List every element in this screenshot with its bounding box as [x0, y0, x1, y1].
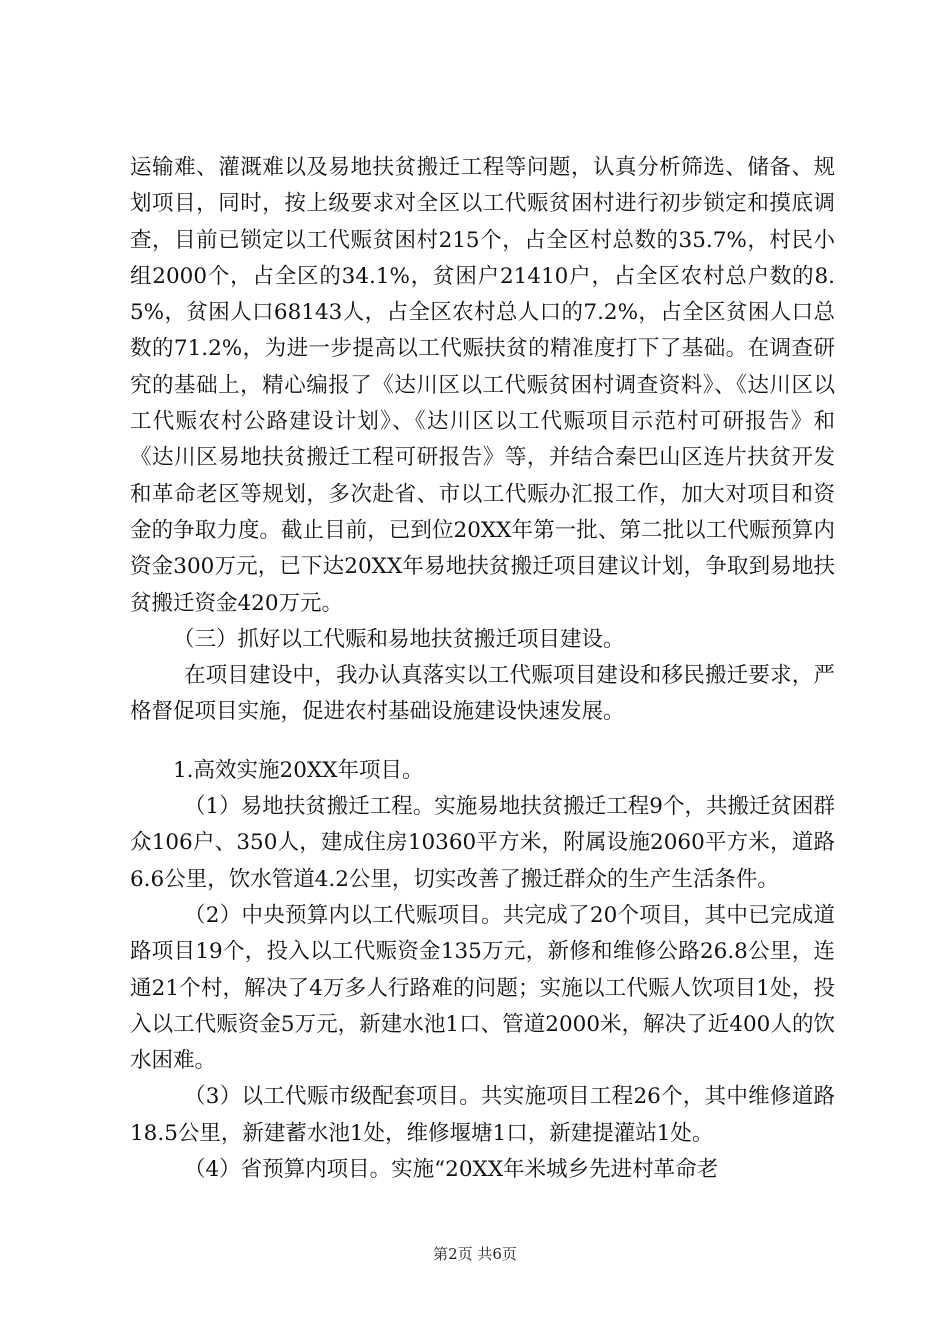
paragraph-funding-summary: 运输难、灌溉难以及易地扶贫搬迁工程等问题，认真分析筛选、储备、规划项目，同时，按上级要求对全区以工代赈贫困村进行初步锁定和摸底调查，目前已锁定以工代赈贫困村215个，占全区村总数的35.7%，村民小组2000个，占全区的34.1%，贫困户21410户，占全区农村总户数的8.5%，贫困人口68143人，占全区农村总人口的7.2%，占全区贫困人口总数的71.2%，为进一步提高以工代赈扶贫的精准度打下了基础。在调查研究的基础上，精心编报了《达川区以工代赈贫困村调查资料》、《达川区以工代赈农村公路建设计划》、《达川区以工代赈项目示范村可研报告》和《达川区易地扶贫搬迁工程可研报告》等，并结合秦巴山区连片扶贫开发和革命老区等规划，多次赴省、市以工代赈办汇报工作，加大对项目和资金的争取力度。截止目前，已到位20XX年第一批、第二批以工代赈预算内资金300万元，已下达20XX年易地扶贫搬迁项目建议计划，争取到易地扶贫搬迁资金420万元。 [130, 155, 835, 616]
item-provincial-budget-project: （4）省预算内项目。实施“20XX年米城乡先进村革命老 [184, 1157, 719, 1183]
paragraph-spacer [130, 731, 835, 753]
document-body [130, 150, 835, 1188]
subheading-1: 1.高效实施20XX年项目。 [173, 757, 424, 783]
page-number-footer: 第2页 共6页 [433, 1245, 517, 1263]
item-city-matching-project: （3）以工代赈市级配套项目。共实施项目工程26个，其中维修道路18.5公里，新建蓄水池1处，维修堰塘1口，新建提灌站1处。 [130, 1084, 835, 1146]
paragraph-project-construction: 在项目建设中，我办认真落实以工代赈项目建设和移民搬迁要求，严格督促项目实施，促进农村基础设施建设快速发展。 [130, 663, 835, 725]
section-heading-3: （三）抓好以工代赈和易地扶贫搬迁项目建设。 [173, 626, 625, 652]
item-central-budget-project: （2）中央预算内以工代赈项目。共完成了20个项目，其中已完成道路项目19个，投入以工代赈资金135万元，新修和维修公路26.8公里，连通21个村，解决了4万多人行路难的问题；实施以工代赈人饮项目1处，投入以工代赈资金5万元，新建水池1口、管道2000米，解决了近400人的饮水困难。 [130, 902, 835, 1074]
item-relocation-project: （1）易地扶贫搬迁工程。实施易地扶贫搬迁工程9个，共搬迁贫困群众106户、350人，建成住房10360平方米，附属设施2060平方米，道路6.6公里，饮水管道4.2公里，切实改善了搬迁群众的生产生活条件。 [130, 794, 835, 892]
